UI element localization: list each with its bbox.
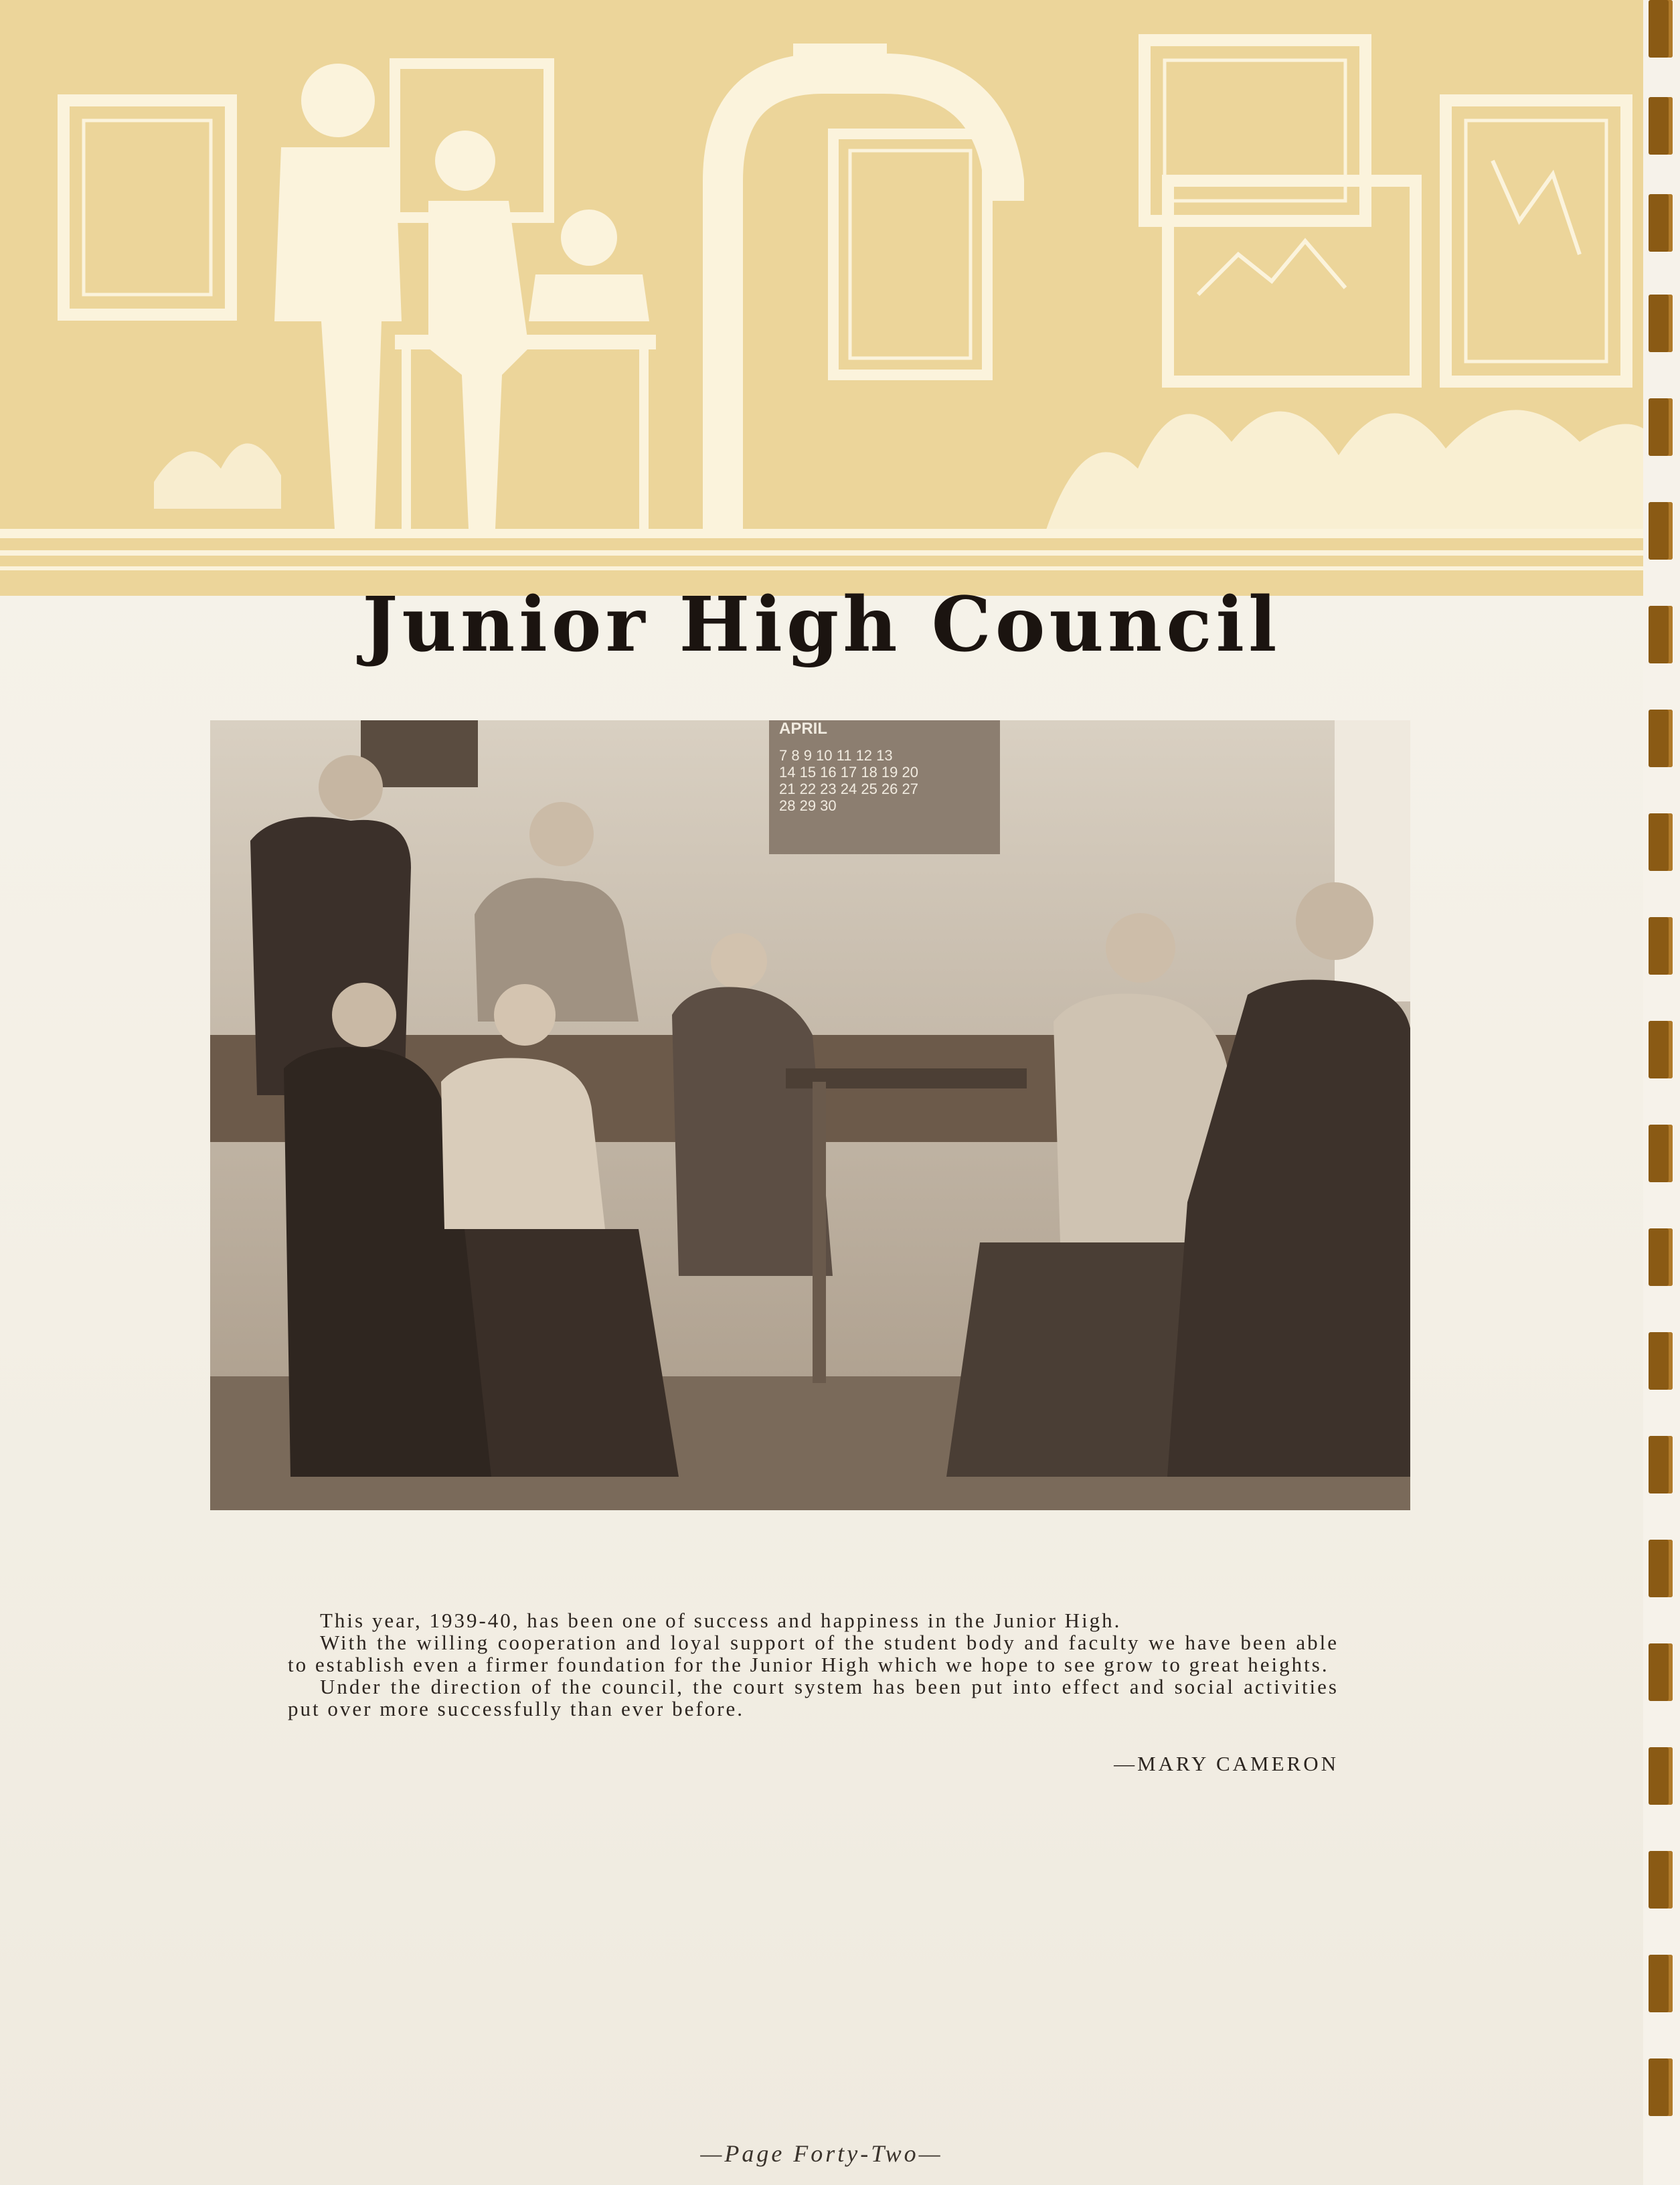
binding-ring [1649,1436,1673,1493]
binding-ring [1649,1332,1673,1390]
calendar-row: 7 8 9 10 11 12 13 [779,747,893,764]
binding-ring [1649,710,1673,767]
calendar-month: APRIL [779,720,827,738]
paragraph: Under the direction of the council, the court system has been put into effect and social activities put over more successfully than ever before. [288,1675,1339,1720]
calendar-row: 21 22 23 24 25 26 27 [779,781,918,797]
binding-ring [1649,194,1673,252]
binding-ring [1649,1540,1673,1597]
group-photograph [210,720,1410,1510]
decorative-banner [0,0,1643,596]
page-title: Junior High Council [362,581,1281,669]
binding-ring [1649,0,1673,58]
binding-ring [1649,97,1673,155]
page-number: —Page Forty-Two— [700,2140,943,2167]
author-signature: —MARY CAMERON [1114,1752,1339,1775]
calendar-row: 14 15 16 17 18 19 20 [779,764,918,781]
binding-ring [1649,398,1673,456]
photo-scene [210,720,1410,1510]
binding-ring [1649,813,1673,871]
binding-ring [1649,502,1673,560]
binding-ring [1649,295,1673,352]
binding-ring [1649,606,1673,663]
paragraph: With the willing cooperation and loyal support of the student body and faculty we have been able to establish even a firmer foundation for the Junior High which we hope to see grow to great heights. [288,1631,1339,1676]
banner-illustration [0,0,1643,596]
spiral-binding [1643,0,1680,2185]
calendar-row: 28 29 30 [779,797,837,814]
article-body [288,1609,1339,1720]
binding-ring [1649,1021,1673,1078]
binding-ring [1649,1125,1673,1182]
binding-ring [1649,1643,1673,1701]
binding-ring [1649,2058,1673,2116]
binding-ring [1649,1955,1673,2012]
paragraph: This year, 1939-40, has been one of success and happiness in the Junior High. [320,1609,1122,1632]
binding-ring [1649,917,1673,975]
binding-ring [1649,1228,1673,1286]
binding-ring [1649,1747,1673,1805]
binding-ring [1649,1851,1673,1909]
